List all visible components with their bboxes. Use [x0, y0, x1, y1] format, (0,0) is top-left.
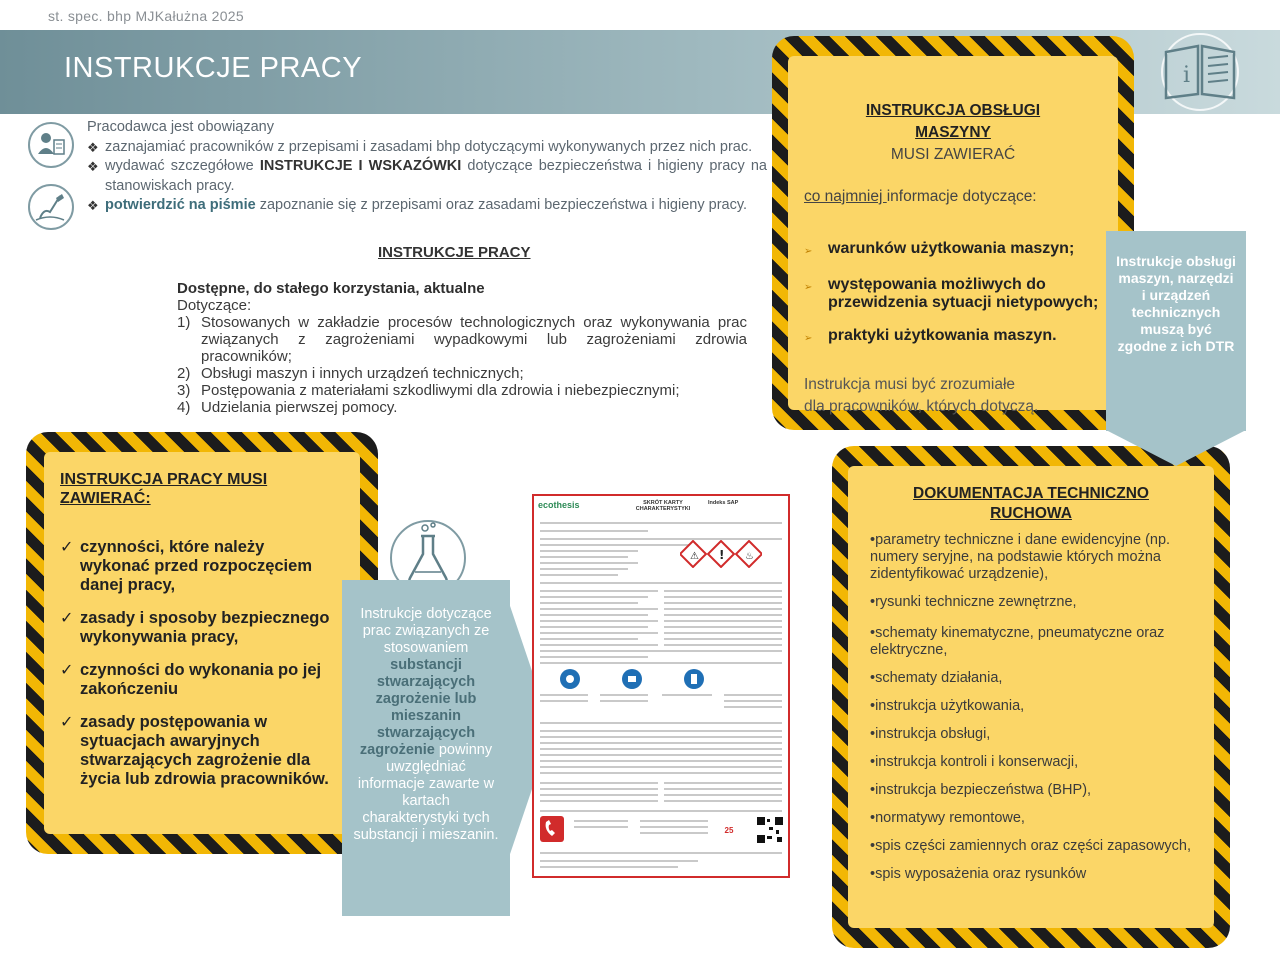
list-item: •normatywy remontowe, [870, 810, 1025, 826]
machine-box-footer: dla pracowników, których dotyczą. [804, 398, 1039, 415]
instruction-text: Postępowania z materiałami szkodliwymi dla zdrowia i niebezpiecznymi; [201, 382, 680, 399]
dtr-callout [1106, 231, 1246, 431]
diamond-bullet-icon: ❖ [87, 139, 99, 155]
substances-note-text: powinny uwzględniać informacje zawarte w kartach charakterystyki tych substancji i mieszanin. [353, 742, 499, 843]
arrow-bullet-icon: ➢ [804, 281, 813, 293]
list-item: ✓ czynności do wykonania po jej zakończeniu [60, 661, 322, 698]
list-item: •spis wyposażenia oraz rysunków [870, 866, 1087, 882]
employer-bullet-text: wydawać szczegółowe [105, 158, 260, 174]
instruction-number: 4) [177, 399, 191, 416]
list-item: •schematy kinematyczne, pneumatyczne oraz elektryczne, [870, 625, 1165, 658]
employer-bullet-text: zapoznanie się z przepisami oraz zasadami bezpieczeństwa i higieny pracy. [255, 197, 748, 213]
list-item: ➢ warunków użytkowania maszyn; [804, 240, 1110, 262]
dtr-documentation-box [832, 446, 1230, 948]
svg-text:♨: ♨ [745, 551, 754, 562]
machine-box-title: INSTRUKCJA OBSŁUGI [865, 102, 1041, 119]
svg-text:i: i [1183, 63, 1191, 88]
employer-bullet-text: zaznajamiać pracowników z przepisami i zasadami bhp dotyczącymi wykonywanych przez nich prac. [105, 138, 753, 155]
machine-box-min-rest: informacje dotyczące: [886, 188, 1037, 205]
checkmark-icon: ✓ [60, 539, 74, 556]
substances-note-emphasis: substancji stwarzających zagrożenie lub mieszanin stwarzających zagrożenie [359, 657, 477, 758]
instruction-number: 1) [177, 314, 191, 331]
employer-bullet-emphasis: potwierdzić na piśmie [105, 197, 256, 213]
checkmark-icon: ✓ [60, 714, 74, 731]
work-requirements-list [60, 538, 336, 803]
instruction-text: Obsługi maszyn i innych urządzeń technicznych; [201, 365, 524, 382]
arrow-bullet-icon: ➢ [804, 332, 813, 344]
safety-data-sheet-image [532, 494, 790, 878]
list-item: •schematy działania, [870, 670, 1003, 686]
instruction-item [177, 314, 747, 365]
machine-box-subtitle: MUSI ZAWIERAĆ [890, 146, 1016, 163]
employer-bullet-text: dotyczące bezpieczeństwa i higieny pracy na stanowiskach pracy. [105, 158, 767, 194]
employer-bullet [87, 196, 767, 216]
dtr-box-title: RUCHOWA [990, 505, 1072, 522]
svg-text:!: ! [719, 548, 725, 562]
arrow-bullet-icon: ➢ [804, 246, 813, 257]
work-instruction-box [26, 432, 378, 854]
sds-header-title: SKRÓT KARTY CHARAKTERYSTYKI [635, 500, 691, 512]
ppe-icons [546, 668, 776, 695]
svg-text:⚠: ⚠ [690, 551, 699, 562]
list-item: •instrukcja kontroli i konserwacji, [870, 754, 1079, 770]
machine-requirements-list [804, 240, 1110, 362]
list-item: ✓ zasady postępowania w sytuacjach awaryjnych stwarzających zagrożenie dla życia lub zdrowia pracowników. [60, 713, 329, 788]
list-item: ➢ praktyki użytkowania maszyn. [804, 327, 1110, 349]
list-item: ✓ zasady i sposoby bezpiecznego wykonywania pracy, [60, 609, 330, 646]
sds-brand: ecothesis [538, 500, 580, 510]
list-item: •instrukcja obsługi, [870, 726, 991, 742]
list-item: •instrukcja bezpieczeństwa (BHP), [870, 782, 1092, 798]
page-title: INSTRUKCJE PRACY [64, 52, 363, 84]
checkmark-icon: ✓ [60, 662, 74, 679]
employer-bullet-emphasis: INSTRUKCJE I WSKAZÓWKI [259, 158, 462, 174]
diamond-bullet-icon: ❖ [87, 159, 99, 174]
list-item: •instrukcja użytkowania, [870, 698, 1025, 714]
substances-note-text: Instrukcje dotyczące prac związanych ze stosowaniem [360, 606, 492, 656]
instruction-text: Stosowanych w zakładzie procesów technologicznych oraz wykonywania prac związanych z zagrożeniami wypadkowymi lub zagrożeniami zdrowia pracowników; [201, 314, 747, 365]
qr-code-icon [756, 816, 784, 844]
instructions-subheading: Dostępne, do stałego korzystania, aktualne [177, 280, 485, 297]
instruction-item [177, 382, 747, 399]
employer-bullet [87, 157, 767, 196]
sds-number: 25 [724, 826, 734, 835]
info-book-icon [1150, 32, 1250, 112]
instruction-item [177, 365, 747, 382]
emergency-phone-icon [540, 816, 564, 842]
diamond-bullet-icon: ❖ [87, 198, 99, 213]
down-arrow-icon [1106, 430, 1246, 466]
list-item: •parametry techniczne i dane ewidencyjne (np. numery seryjne, na podstawie których można zidentyfikować urządzenie), [870, 532, 1171, 582]
instructions-heading: INSTRUKCJE PRACY [378, 244, 531, 261]
instructions-block [177, 280, 747, 416]
employer-obligations [87, 118, 767, 216]
instruction-item [177, 399, 747, 416]
ghs-pictograms-icon [680, 540, 762, 573]
employer-bullet [87, 138, 767, 158]
machine-box-title: MASZYNY [915, 124, 991, 141]
checkmark-icon: ✓ [60, 610, 74, 627]
instructions-concerning: Dotyczące: [177, 297, 252, 314]
machine-instruction-box [772, 36, 1134, 430]
machine-box-footer: Instrukcja musi być zrozumiałe [804, 376, 1016, 393]
machine-box-min: co najmniej [804, 188, 887, 205]
worker-document-icon [28, 122, 74, 168]
employer-intro: Pracodawca jest obowiązany [87, 119, 274, 135]
author-credit: st. spec. bhp MJKałużna 2025 [48, 8, 244, 24]
work-box-title: INSTRUKCJA PRACY MUSI ZAWIERAĆ: [60, 471, 268, 507]
dtr-items-list [870, 532, 1210, 894]
substances-note [342, 580, 510, 916]
sds-index-label: Indeks SAP [708, 500, 739, 506]
instruction-text: Udzielania pierwszej pomocy. [201, 399, 398, 416]
dtr-callout-text: Instrukcje obsługi maszyn, narzędzi i urządzeń technicznych muszą być zgodne z ich DTR [1116, 253, 1236, 354]
instruction-number: 3) [177, 382, 191, 399]
hand-writing-icon [28, 184, 74, 230]
list-item: •rysunki techniczne zewnętrzne, [870, 594, 1077, 610]
instruction-number: 2) [177, 365, 191, 382]
list-item: ➢ występowania możliwych do przewidzenia sytuacji nietypowych; [804, 275, 1099, 311]
list-item: ✓ czynności, które należy wykonać przed rozpoczęciem danej pracy, [60, 538, 312, 594]
dtr-box-title: DOKUMENTACJA TECHNICZNO [913, 485, 1149, 502]
list-item: •spis części zamiennych oraz części zapasowych, [870, 838, 1191, 854]
